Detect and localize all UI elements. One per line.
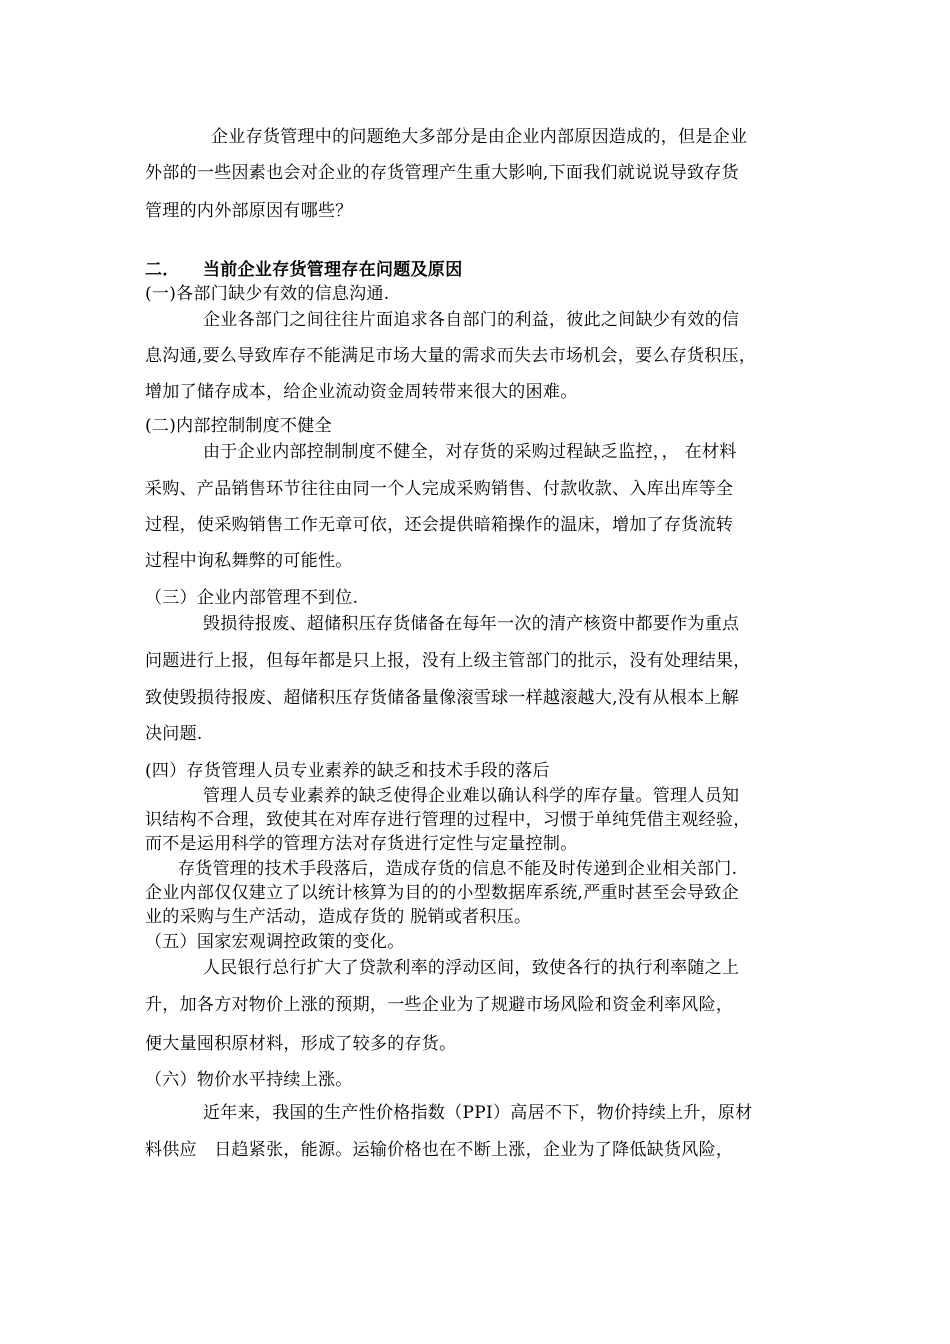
sub5-line-3: 便大量囤积原材料，形成了较多的存货。 — [145, 1034, 457, 1054]
sub2-line-4: 过程中询私舞弊的可能性。 — [145, 551, 353, 571]
sub3-line-4: 决问题. — [145, 724, 203, 744]
subheading-5: （五）国家宏观调控政策的变化。 — [145, 932, 405, 952]
intro-line-1: 企业存货管理中的问题绝大多部分是由企业内部原因造成的，但是企业 — [211, 127, 748, 147]
sub4-line-2: 识结构不合理，致使其在对库存进行管理的过程中，习惯于单纯凭借主观经验， — [145, 810, 751, 830]
sub1-line-3: 增加了储存成本，给企业流动资金周转带来很大的困难。 — [145, 382, 578, 402]
subheading-2: (二)内部控制制度不健全 — [145, 416, 332, 436]
sub3-line-3: 致使毁损待报废、超储积压存货储备量像滚雪球一样越滚越大,没有从根本上解 — [145, 688, 739, 708]
subheading-1: (一)各部门缺少有效的信息沟通. — [145, 284, 390, 304]
sub6-line-1: 近年来，我国的生产性价格指数（PPI）高居不下，物价持续上升，原材 — [203, 1103, 753, 1123]
sub4-line-4: 存货管理的技术手段落后，造成存货的信息不能及时传递到企业相关部门. — [178, 859, 738, 879]
sub2-line-3: 过程，使采购销售工作无章可依，还会提供暗箱操作的温床，增加了存货流转 — [145, 515, 734, 535]
intro-line-3: 管理的内外部原因有哪些？ — [145, 201, 353, 221]
sub3-line-2: 问题进行上报，但每年都是只上报，没有上级主管部门的批示，没有处理结果， — [145, 651, 751, 671]
subheading-4: (四）存货管理人员专业素养的缺乏和技术手段的落后 — [145, 761, 550, 781]
subheading-6: （六）物价水平持续上涨。 — [145, 1070, 353, 1090]
intro-line-2: 外部的一些因素也会对企业的存货管理产生重大影响,下面我们就说说导致存货 — [145, 163, 739, 183]
subheading-3: （三）企业内部管理不到位. — [145, 588, 359, 608]
sub1-line-1: 企业各部门之间往往片面追求各自部门的利益，彼此之间缺少有效的信 — [203, 310, 740, 330]
sub6-line-2: 料供应 日趋紧张，能源。运输价格也在不断上涨，企业为了降低缺货风险， — [145, 1140, 734, 1160]
sub2-line-1: 由于企业内部控制制度不健全，对存货的采购过程缺乏监控，， 在材料 — [203, 442, 737, 462]
sub3-line-1: 毁损待报废、超储积压存货储备在每年一次的清产核资中都要作为重点 — [203, 614, 740, 634]
sub4-line-5: 企业内部仅仅建立了以统计核算为目的的小型数据库系统,严重时甚至会导致企 — [145, 883, 739, 903]
sub4-line-3: 而不是运用科学的管理方法对存货进行定性与定量控制。 — [145, 834, 578, 854]
sub2-line-2: 采购、产品销售环节往往由同一个人完成采购销售、付款收款、入库出库等全 — [145, 479, 734, 499]
sub5-line-2: 升，加各方对物价上涨的预期，一些企业为了规避市场风险和资金利率风险， — [145, 995, 734, 1015]
section-title: 当前企业存货管理存在问题及原因 — [203, 260, 463, 280]
section-number: 二． — [145, 260, 180, 280]
sub4-line-1: 管理人员专业素养的缺乏使得企业难以确认科学的库存量。管理人员知 — [203, 786, 740, 806]
sub5-line-1: 人民银行总行扩大了贷款利率的浮动区间，致使各行的执行利率随之上 — [203, 958, 740, 978]
section-heading — [145, 260, 463, 280]
sub1-line-2: 息沟通,要么导致库存不能满足市场大量的需求而失去市场机会，要么存货积压， — [145, 346, 757, 366]
sub4-line-6: 业的采购与生产活动，造成存货的 脱销或者积压。 — [145, 907, 532, 927]
